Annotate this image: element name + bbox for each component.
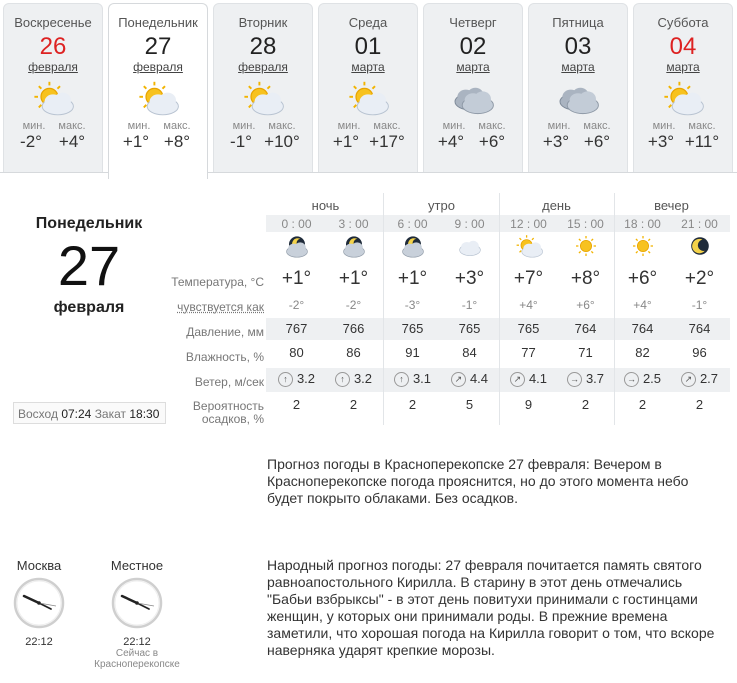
folk-forecast-paragraph bbox=[267, 557, 727, 659]
min-temp: +4° bbox=[437, 132, 465, 151]
wind-value bbox=[441, 371, 498, 387]
max-temp: +4° bbox=[58, 132, 86, 151]
sunrise-sunset bbox=[13, 402, 166, 424]
hour-label: 15 : 00 bbox=[567, 217, 604, 231]
wind-speed: 2.5 bbox=[642, 371, 662, 386]
max-label: макс. bbox=[478, 120, 506, 132]
min-label: мин. bbox=[547, 120, 571, 132]
wind-direction-icon: ↑ bbox=[394, 372, 409, 387]
cloudy-night-icon bbox=[325, 234, 382, 263]
min-temp: +1° bbox=[122, 132, 150, 151]
day-number: 04 bbox=[669, 33, 697, 60]
wind-value bbox=[268, 371, 325, 387]
wind-direction-icon: ↗ bbox=[681, 372, 696, 387]
min-temp: -1° bbox=[230, 132, 252, 151]
wind-value bbox=[671, 371, 728, 387]
day-tab[interactable] bbox=[318, 3, 418, 173]
partly-cloudy-icon bbox=[4, 80, 102, 118]
day-of-week: Четверг bbox=[449, 15, 497, 30]
day-of-week: Понедельник bbox=[118, 15, 198, 30]
clock-face-icon bbox=[12, 576, 66, 630]
wind-speed: 3.7 bbox=[585, 371, 605, 386]
pressure-value: 766 bbox=[342, 321, 365, 336]
humidity-value: 82 bbox=[635, 345, 650, 360]
pressure-value: 767 bbox=[285, 321, 308, 336]
temperature-value: +8° bbox=[570, 268, 601, 289]
selected-day-name: Понедельник bbox=[35, 215, 143, 232]
temperature-value: +6° bbox=[627, 268, 658, 289]
temperature-value: +1° bbox=[338, 268, 369, 289]
period-label: вечер bbox=[654, 198, 689, 213]
folk-heading: Народный прогноз погоды: bbox=[267, 557, 442, 573]
max-label: макс. bbox=[268, 120, 296, 132]
day-of-week: Воскресенье bbox=[14, 15, 92, 30]
feels-like-value: +4° bbox=[633, 298, 652, 312]
max-temp: +8° bbox=[163, 132, 191, 151]
clock-time: 22:12 bbox=[25, 636, 53, 648]
day-tab[interactable] bbox=[3, 3, 103, 173]
max-label: макс. bbox=[688, 120, 716, 132]
wind-row-label: Ветер, м/сек bbox=[194, 375, 264, 389]
selected-date bbox=[14, 215, 164, 317]
pressure-value: 765 bbox=[517, 321, 540, 336]
wind-value bbox=[325, 371, 382, 387]
precip-label-line1: Вероятность bbox=[192, 399, 264, 413]
clock-label: Москва bbox=[16, 558, 62, 573]
wind-speed: 2.7 bbox=[699, 371, 719, 386]
sun-icon bbox=[614, 234, 671, 263]
hour-label: 6 : 00 bbox=[397, 217, 428, 231]
cloudy-icon bbox=[424, 80, 522, 118]
humidity-value: 84 bbox=[462, 345, 477, 360]
day-of-week: Суббота bbox=[657, 15, 709, 30]
month-link[interactable]: марта bbox=[456, 60, 490, 74]
cloud-icon bbox=[441, 234, 498, 263]
month-link[interactable]: марта bbox=[561, 60, 595, 74]
precip-value: 9 bbox=[524, 397, 533, 412]
min-label: мин. bbox=[337, 120, 361, 132]
humidity-value: 71 bbox=[578, 345, 593, 360]
wind-value bbox=[557, 371, 614, 387]
max-temp: +17° bbox=[369, 132, 405, 151]
folk-text: 27 февраля почитается память святого равноапостольного Кирилла. В старину в этот день отмечались "Бабьи взбрыксы" - в этот день повитухи принимали с гостинцами женщин, у которых они принимали роды. В прежние времена заметили, что хорошая погода на Кирилла говорит о том, что вскоре наверняка ударят крепкие морозы. bbox=[267, 557, 715, 658]
min-temp: +1° bbox=[332, 132, 360, 151]
forecast-heading: Прогноз погоды в Красноперекопске 27 февраля: bbox=[267, 456, 590, 472]
precip-value: 2 bbox=[695, 397, 704, 412]
pressure-row-label: Давление, мм bbox=[186, 325, 264, 339]
feels-like-value: -3° bbox=[404, 298, 421, 312]
clock-time: 22:12 bbox=[123, 636, 151, 648]
day-number: 26 bbox=[39, 33, 67, 60]
clock-face-icon bbox=[110, 576, 164, 630]
precip-value: 2 bbox=[408, 397, 417, 412]
wind-direction-icon: → bbox=[567, 372, 582, 387]
pressure-value: 764 bbox=[688, 321, 711, 336]
wind-value bbox=[384, 371, 441, 387]
feels-like-value: -2° bbox=[288, 298, 305, 312]
wind-direction-icon: ↑ bbox=[278, 372, 293, 387]
period-label: утро bbox=[428, 198, 455, 213]
min-temp: -2° bbox=[20, 132, 42, 151]
day-tab[interactable] bbox=[633, 3, 733, 173]
pressure-value: 765 bbox=[458, 321, 481, 336]
forecast-paragraph bbox=[267, 456, 727, 507]
hour-label: 3 : 00 bbox=[338, 217, 369, 231]
day-number: 03 bbox=[564, 33, 592, 60]
max-temp: +10° bbox=[264, 132, 300, 151]
cloudy-night-icon bbox=[268, 234, 325, 263]
precip-row-label bbox=[150, 400, 264, 426]
wind-value bbox=[500, 371, 557, 387]
humidity-value: 80 bbox=[289, 345, 304, 360]
min-temp: +3° bbox=[647, 132, 675, 151]
min-label: мин. bbox=[652, 120, 676, 132]
max-temp: +6° bbox=[478, 132, 506, 151]
wind-direction-icon: ↗ bbox=[451, 372, 466, 387]
temperature-value: +2° bbox=[684, 268, 715, 289]
max-label: макс. bbox=[373, 120, 401, 132]
temp-row-label: Температура, °C bbox=[171, 275, 264, 289]
sunrise-label: Восход bbox=[18, 407, 58, 421]
max-temp: +6° bbox=[583, 132, 611, 151]
day-of-week: Пятница bbox=[552, 15, 604, 30]
wind-value bbox=[614, 371, 671, 387]
pressure-value: 764 bbox=[631, 321, 654, 336]
wind-speed: 4.1 bbox=[528, 371, 548, 386]
day-tabs bbox=[0, 0, 737, 178]
temperature-value: +1° bbox=[281, 268, 312, 289]
month-link[interactable]: марта bbox=[666, 60, 700, 74]
sun-icon bbox=[557, 234, 614, 263]
precip-value: 2 bbox=[292, 397, 301, 412]
sunrise-time: 07:24 bbox=[61, 407, 92, 421]
sunset-time: 18:30 bbox=[129, 407, 160, 421]
precip-value: 2 bbox=[638, 397, 647, 412]
month-link[interactable]: февраля bbox=[238, 60, 288, 74]
partly-cloudy-icon bbox=[319, 80, 417, 118]
clock bbox=[82, 558, 192, 670]
humidity-value: 91 bbox=[405, 345, 420, 360]
feels-like-value: +4° bbox=[519, 298, 538, 312]
max-label: макс. bbox=[58, 120, 86, 132]
month-link[interactable]: февраля bbox=[133, 60, 183, 74]
wind-direction-icon: ↑ bbox=[335, 372, 350, 387]
precip-value: 2 bbox=[581, 397, 590, 412]
day-tab[interactable] bbox=[213, 3, 313, 173]
day-tab[interactable] bbox=[528, 3, 628, 173]
feels-like-value: -1° bbox=[691, 298, 708, 312]
min-label: мин. bbox=[127, 120, 151, 132]
hour-label: 9 : 00 bbox=[454, 217, 485, 231]
humidity-value: 86 bbox=[346, 345, 361, 360]
forecast-text: Вечером в Красноперекопске погода прояснится, но до этого момента небо будет покрыто облаками. Без осадков. bbox=[267, 456, 689, 506]
feel-row-label: чувствуется как bbox=[177, 300, 264, 314]
period-label: ночь bbox=[311, 198, 340, 213]
day-of-week: Среда bbox=[348, 15, 388, 30]
min-temp: +3° bbox=[542, 132, 570, 151]
hour-label: 12 : 00 bbox=[510, 217, 547, 231]
precip-value: 2 bbox=[349, 397, 358, 412]
wind-direction-icon: ↗ bbox=[510, 372, 525, 387]
temperature-value: +1° bbox=[397, 268, 428, 289]
partly-cloudy-icon bbox=[634, 80, 732, 118]
min-label: мин. bbox=[232, 120, 256, 132]
cloudy-icon bbox=[529, 80, 627, 118]
pressure-value: 764 bbox=[574, 321, 597, 336]
selected-month: февраля bbox=[53, 299, 125, 316]
humidity-value: 77 bbox=[521, 345, 536, 360]
day-tab[interactable] bbox=[108, 3, 208, 179]
wind-speed: 3.1 bbox=[412, 371, 432, 386]
clock-label: Местное bbox=[110, 558, 164, 573]
moon-icon bbox=[671, 234, 728, 263]
month-link[interactable]: февраля bbox=[28, 60, 78, 74]
month-link[interactable]: марта bbox=[351, 60, 385, 74]
min-label: мин. bbox=[442, 120, 466, 132]
wind-speed: 4.4 bbox=[469, 371, 489, 386]
day-number: 02 bbox=[459, 33, 487, 60]
wind-speed: 3.2 bbox=[353, 371, 373, 386]
day-tab[interactable] bbox=[423, 3, 523, 173]
feels-like-value: +6° bbox=[576, 298, 595, 312]
selected-day-number: 27 bbox=[57, 234, 121, 297]
day-of-week: Вторник bbox=[238, 15, 288, 30]
day-number: 27 bbox=[144, 33, 172, 60]
clock bbox=[0, 558, 94, 648]
wind-direction-icon: → bbox=[624, 372, 639, 387]
feels-like-value: -2° bbox=[345, 298, 362, 312]
wind-speed: 3.2 bbox=[296, 371, 316, 386]
humidity-value: 96 bbox=[692, 345, 707, 360]
clock-note: Сейчас в Красноперекопске bbox=[94, 648, 180, 670]
partly-cloudy-icon bbox=[500, 234, 557, 263]
day-number: 28 bbox=[249, 33, 277, 60]
max-temp: +11° bbox=[684, 132, 720, 151]
sunset-label: Закат bbox=[94, 407, 127, 421]
humidity-row-label: Влажность, % bbox=[185, 350, 264, 364]
temperature-value: +3° bbox=[454, 268, 485, 289]
period-label: день bbox=[542, 198, 571, 213]
day-number: 01 bbox=[354, 33, 382, 60]
cloudy-night-icon bbox=[384, 234, 441, 263]
partly-cloudy-icon bbox=[109, 80, 207, 118]
max-label: макс. bbox=[583, 120, 611, 132]
temperature-value: +7° bbox=[513, 268, 544, 289]
precip-value: 5 bbox=[465, 397, 474, 412]
pressure-value: 765 bbox=[401, 321, 424, 336]
partly-cloudy-icon bbox=[214, 80, 312, 118]
min-label: мин. bbox=[22, 120, 46, 132]
max-label: макс. bbox=[163, 120, 191, 132]
hour-label: 0 : 00 bbox=[281, 217, 312, 231]
hour-label: 18 : 00 bbox=[624, 217, 661, 231]
hour-label: 21 : 00 bbox=[681, 217, 718, 231]
precip-label-line2: осадков, % bbox=[201, 412, 264, 426]
feels-like-value: -1° bbox=[461, 298, 478, 312]
